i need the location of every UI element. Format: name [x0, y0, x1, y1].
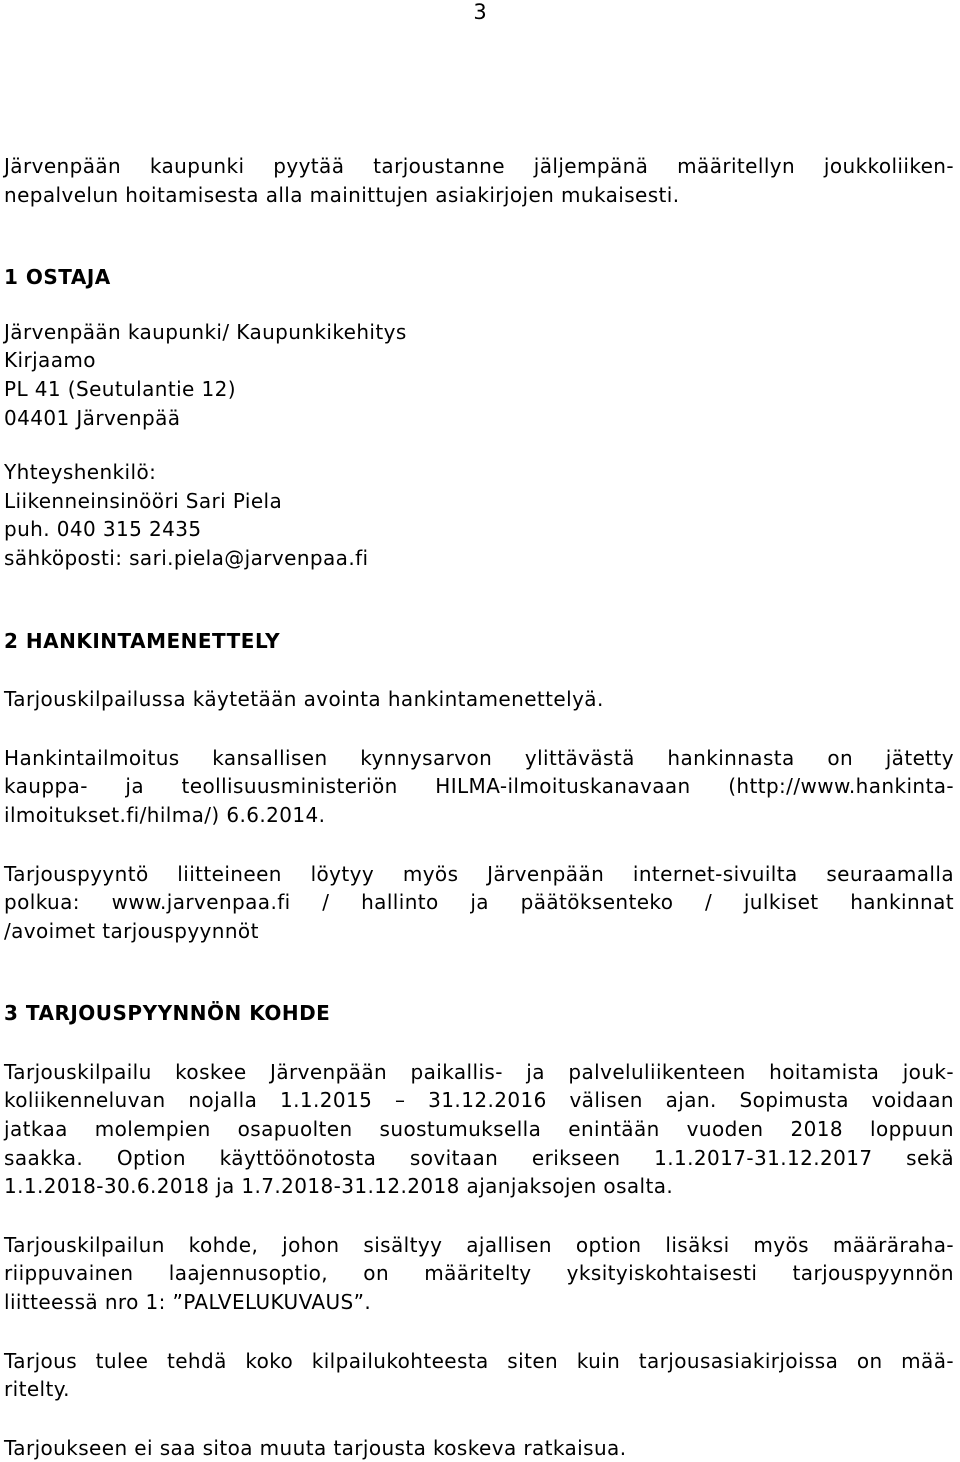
- paragraph: [4, 744, 954, 830]
- text-line: riippuvainen laajennusoptio, on määritelty yksityiskohtaisesti tarjouspyynnön: [4, 1261, 954, 1286]
- text-line: Järvenpään kaupunki pyytää tarjoustanne jäljempänä määritellyn joukkoliiken-: [4, 154, 954, 178]
- contact-line: Yhteyshenkilö:: [4, 460, 157, 485]
- text-line: Tarjouspyyntö liitteineen löytyy myös Järvenpään internet-sivuilta seuraamalla: [4, 861, 954, 886]
- page-number: 3: [473, 0, 487, 24]
- text-line: polkua: www.jarvenpaa.fi / hallinto ja päätöksenteko / julkiset hankinnat: [4, 890, 954, 915]
- text-line: nepalvelun hoitamisesta alla mainittujen asiakirjojen mukaisesti.: [4, 182, 680, 207]
- section-heading: 2 HANKINTAMENETTELY: [4, 628, 281, 653]
- address-line: Kirjaamo: [4, 348, 96, 373]
- section-heading: 3 TARJOUSPYYNNÖN KOHDE: [4, 1001, 331, 1026]
- contact-line: Liikenneinsinööri Sari Piela: [4, 488, 283, 513]
- section-procedure: [4, 627, 954, 946]
- address-line: 04401 Järvenpää: [4, 405, 181, 430]
- text-line: Tarjous tulee tehdä koko kilpailukohteesta siten kuin tarjousasiakirjoissa on mää-: [4, 1348, 954, 1373]
- text-line: ritelty.: [4, 1377, 70, 1402]
- paragraph: [4, 860, 954, 946]
- section-subject: [4, 999, 954, 1462]
- text-line: Hankintailmoitus kansallisen kynnysarvon ylittävästä hankinnasta on jätetty: [4, 745, 954, 770]
- paragraph: [4, 1058, 954, 1201]
- text-line: kauppa- ja teollisuusministeriön HILMA-ilmoituskanavaan (http://www.hankinta-: [4, 774, 954, 799]
- contact-phone: puh. 040 315 2435: [4, 517, 202, 542]
- text-line: saakka. Option käyttöönotosta sovitaan erikseen 1.1.2017-31.12.2017 sekä: [4, 1145, 954, 1170]
- paragraph: Tarjoukseen ei saa sitoa muuta tarjousta koskeva ratkaisua.: [4, 1435, 627, 1460]
- paragraph: [4, 1347, 954, 1404]
- text-line: Tarjouskilpailu koskee Järvenpään paikallis- ja palveluliikenteen hoitamista jouk-: [4, 1059, 954, 1084]
- address-line: Järvenpään kaupunki/ Kaupunkikehitys: [4, 319, 407, 344]
- buyer-address: [4, 318, 954, 432]
- contact-info: [4, 458, 954, 572]
- text-line: /avoimet tarjouspyynnöt: [4, 918, 259, 943]
- text-line: jatkaa molempien osapuolten suostumuksella enintään vuoden 2018 loppuun: [4, 1117, 954, 1142]
- contact-email: sähköposti: sari.piela@jarvenpaa.fi: [4, 545, 369, 570]
- address-line: PL 41 (Seutulantie 12): [4, 376, 236, 401]
- text-line: ilmoitukset.fi/hilma/) 6.6.2014.: [4, 802, 326, 827]
- section-heading: 1 OSTAJA: [4, 265, 111, 290]
- text-line: koliikenneluvan nojalla 1.1.2015 – 31.12.2016 välisen ajan. Sopimusta voidaan: [4, 1088, 954, 1113]
- text-line: 1.1.2018-30.6.2018 ja 1.7.2018-31.12.2018 ajanjaksojen osalta.: [4, 1174, 674, 1199]
- section-buyer: [4, 263, 954, 572]
- intro-paragraph: [4, 152, 954, 209]
- paragraph: [4, 1231, 954, 1317]
- text-line: Tarjouskilpailun kohde, johon sisältyy ajallisen option lisäksi myös määräraha-: [4, 1232, 954, 1257]
- document-body: [4, 152, 954, 1462]
- text-line: liitteessä nro 1: ”PALVELUKUVAUS”.: [4, 1290, 372, 1315]
- paragraph: Tarjouskilpailussa käytetään avointa hankintamenettelyä.: [4, 687, 604, 712]
